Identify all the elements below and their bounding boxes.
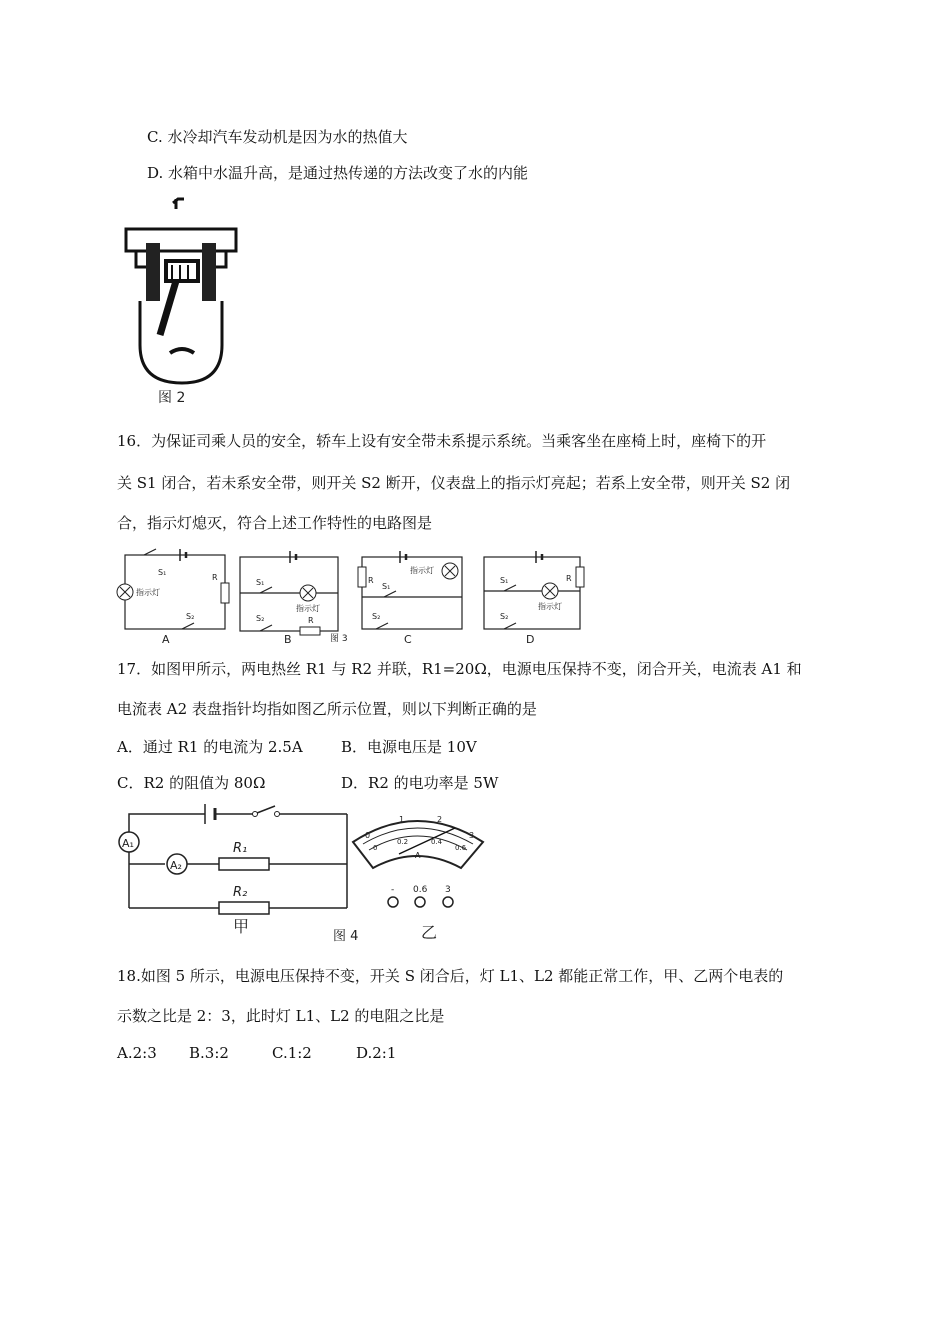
svg-text:3: 3 xyxy=(445,885,451,895)
svg-text:S₁: S₁ xyxy=(500,576,509,585)
svg-text:-: - xyxy=(391,885,395,895)
q16-line-1: 16．为保证司乘人员的安全，轿车上设有安全带未系提示系统。当乘客坐在座椅上时，座椅下的开 xyxy=(117,432,767,450)
resistor-r1-label: R₁ xyxy=(233,841,248,856)
svg-text:R: R xyxy=(566,574,572,583)
svg-text:B: B xyxy=(284,633,292,646)
svg-text:指示灯: 指示灯 xyxy=(296,604,320,613)
q18-option-a: A.2:3 xyxy=(117,1044,157,1062)
svg-text:0.4: 0.4 xyxy=(431,838,443,846)
q17-option-b: B．电源电压是 10V xyxy=(341,738,477,756)
svg-text:S₁: S₁ xyxy=(256,578,265,587)
q16-line-2: 关 S1 闭合，若未系安全带，则开关 S2 断开，仪表盘上的指示灯亮起；若系上安全带，则开关 S2 闭 xyxy=(117,474,791,492)
circuit-a xyxy=(117,549,229,646)
q15-option-d: D. 水箱中水温升高，是通过热传递的方法改变了水的内能 xyxy=(147,164,529,182)
figure-3-caption: 图 3 xyxy=(330,634,348,644)
svg-text:S₂: S₂ xyxy=(186,612,195,621)
ammeter-a2-label: A₂ xyxy=(170,859,182,872)
q17-option-a: A．通过 R1 的电流为 2.5A xyxy=(117,738,303,756)
svg-text:0: 0 xyxy=(365,831,371,840)
svg-text:R: R xyxy=(368,576,374,585)
figure-3-circuits xyxy=(110,545,600,650)
svg-text:0.2: 0.2 xyxy=(397,838,409,846)
svg-text:D: D xyxy=(526,633,535,646)
ammeter-a1-label: A₁ xyxy=(122,837,134,850)
svg-text:0.6: 0.6 xyxy=(455,844,467,852)
figure-2-engine xyxy=(118,195,243,405)
svg-text:S₁: S₁ xyxy=(158,568,167,577)
svg-text:A: A xyxy=(415,851,421,860)
svg-text:1: 1 xyxy=(399,815,405,824)
svg-text:2: 2 xyxy=(437,815,443,824)
svg-text:R: R xyxy=(212,573,218,582)
q18-option-d: D.2:1 xyxy=(356,1044,397,1062)
circuit-b xyxy=(240,551,348,646)
svg-text:3: 3 xyxy=(469,831,475,840)
svg-text:0: 0 xyxy=(373,844,378,852)
q18-line-1: 18.如图 5 所示，电源电压保持不变，开关 S 闭合后，灯 L1、L2 都能正常工作，甲、乙两个电表的 xyxy=(117,967,784,985)
circuit-d xyxy=(484,551,584,646)
svg-text:指示灯: 指示灯 xyxy=(538,602,562,611)
svg-text:R: R xyxy=(308,616,314,625)
svg-text:S₂: S₂ xyxy=(256,614,265,623)
q18-line-2: 示数之比是 2：3，此时灯 L1、L2 的电阻之比是 xyxy=(117,1007,445,1025)
q15-option-c: C. 水冷却汽车发动机是因为水的热值大 xyxy=(147,128,408,146)
q17-line-2: 电流表 A2 表盘指针均指如图乙所示位置，则以下判断正确的是 xyxy=(117,700,537,718)
svg-text:C: C xyxy=(404,633,412,646)
q17-line-1: 17．如图甲所示，两电热丝 R1 与 R2 并联，R1=20Ω，电源电压保持不变，闭合开关，电流表 A1 和 xyxy=(117,660,802,678)
figure-4-caption: 图 4 xyxy=(333,929,359,944)
svg-text:S₁: S₁ xyxy=(382,582,391,591)
svg-text:A: A xyxy=(162,633,170,646)
q18-option-b: B.3:2 xyxy=(189,1044,229,1062)
svg-text:0.6: 0.6 xyxy=(413,885,428,895)
figure-4-circuit-jia xyxy=(119,804,347,936)
svg-text:指示灯: 指示灯 xyxy=(136,588,160,597)
figure-4-meter-yi xyxy=(353,815,483,942)
svg-text:S₂: S₂ xyxy=(500,612,509,621)
svg-text:指示灯: 指示灯 xyxy=(410,566,434,575)
resistor-r2-label: R₂ xyxy=(233,885,248,900)
q17-option-d: D．R2 的电功率是 5W xyxy=(341,774,499,792)
figure-4 xyxy=(115,800,500,950)
figure-4-jia-caption: 甲 xyxy=(233,917,250,936)
figure-2-caption: 图 2 xyxy=(158,390,186,405)
q17-option-c: C．R2 的阻值为 80Ω xyxy=(117,774,266,792)
svg-text:S₂: S₂ xyxy=(372,612,381,621)
q16-line-3: 合，指示灯熄灭，符合上述工作特性的电路图是 xyxy=(117,514,433,532)
q18-option-c: C.1:2 xyxy=(272,1044,312,1062)
circuit-c xyxy=(358,551,462,646)
figure-4-yi-caption: 乙 xyxy=(421,923,438,942)
